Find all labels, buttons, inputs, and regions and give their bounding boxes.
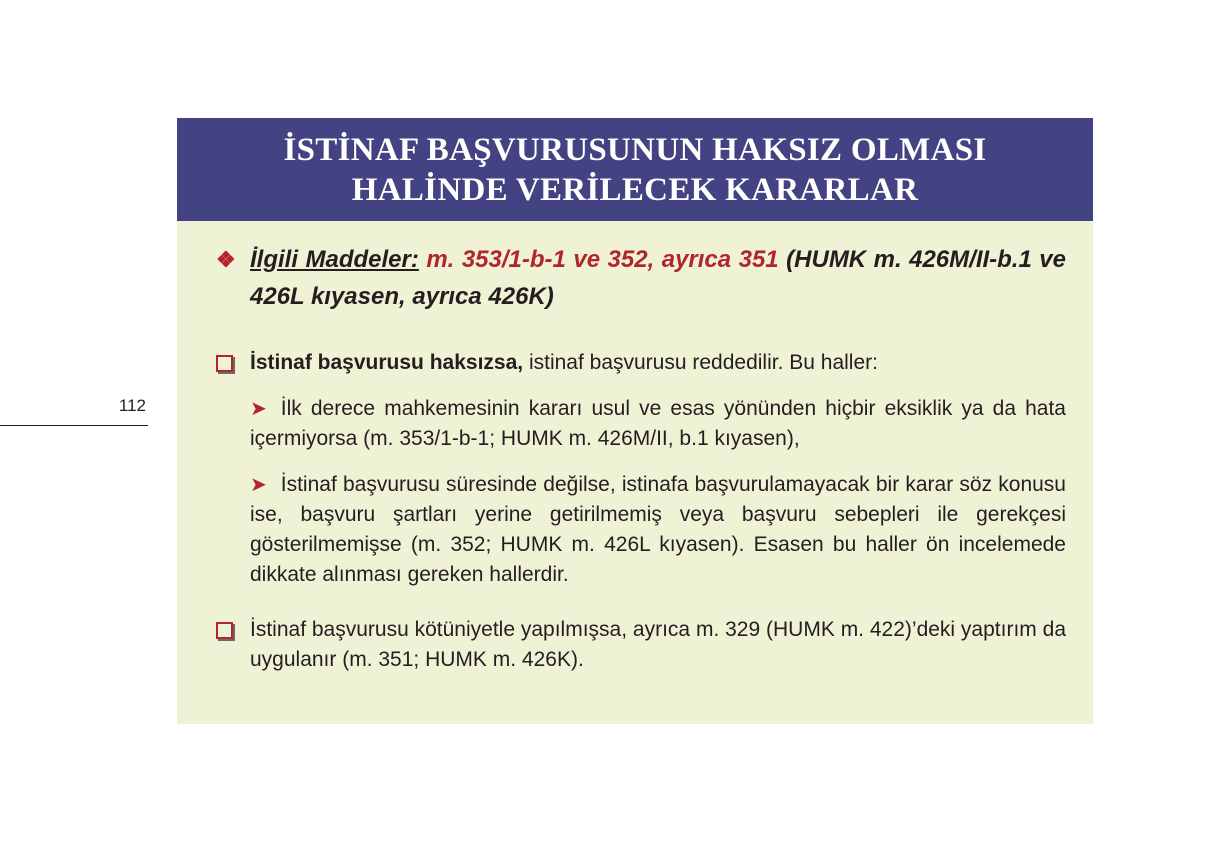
sub-item-text: İstinaf başvurusu süresinde değilse, istinafa başvurulamayacak bir karar söz konusu ise, başvuru şartları yerine getirilmemiş veya başvuru sebepleri ile gerekçesi gösterilmemişse (m. 352; HUMK m. 426L kıyasen). Esasen bu haller ön incelemede dikkate alınması gereken hallerdir. bbox=[250, 473, 1066, 586]
related-articles-secondary: (HUMK m. 426M/II-b.1 ve 426L kıyasen, ayrıca 426K) bbox=[250, 246, 1067, 310]
page-number: 112 bbox=[118, 396, 146, 415]
list-item-bold-lead: İstinaf başvurusu haksızsa, bbox=[250, 351, 524, 374]
sub-item-procedural-grounds bbox=[250, 470, 1066, 590]
panel-title-line-1: İSTİNAF BAŞVURUSUNUN HAKSIZ OLMASI bbox=[283, 131, 987, 168]
related-articles-text bbox=[250, 241, 1066, 315]
arrow-bullet-icon: ➤ bbox=[250, 474, 267, 496]
list-item-text: İstinaf başvurusu kötüniyetle yapılmışsa, ayrıca m. 329 (HUMK m. 422)’deki yaptırım da uygulanır (m. 351; HUMK m. 426K). bbox=[250, 618, 1066, 671]
panel-title-line-2: HALİNDE VERİLECEK KARARLAR bbox=[351, 171, 919, 208]
panel-body bbox=[177, 221, 1093, 724]
content-panel bbox=[177, 118, 1093, 724]
checkbox-bullet-icon bbox=[216, 355, 233, 372]
sub-item-text: İlk derece mahkemesinin kararı usul ve esas yönünden hiçbir eksiklik ya da hata içermiyorsa (m. 353/1-b-1; HUMK m. 426M/II, b.1 kıyasen), bbox=[250, 397, 1066, 450]
list-item-unjustified-appeal bbox=[216, 348, 1066, 378]
page-number-rule bbox=[0, 425, 148, 426]
related-articles-block bbox=[216, 241, 1066, 315]
arrow-bullet-icon: ➤ bbox=[250, 398, 267, 420]
diamond-bullet-icon: ❖ bbox=[216, 247, 236, 272]
related-articles-label: İlgili Maddeler: bbox=[250, 246, 419, 273]
list-item-body: istinaf başvurusu reddedilir. Bu haller: bbox=[523, 351, 878, 374]
sub-item-first-instance bbox=[250, 394, 1066, 454]
checkbox-bullet-icon bbox=[216, 622, 233, 639]
list-item-text bbox=[250, 348, 1066, 378]
list-item-bad-faith bbox=[216, 615, 1066, 675]
panel-header bbox=[177, 118, 1093, 221]
related-articles-primary: m. 353/1-b-1 ve 352, ayrıca 351 bbox=[418, 246, 779, 273]
